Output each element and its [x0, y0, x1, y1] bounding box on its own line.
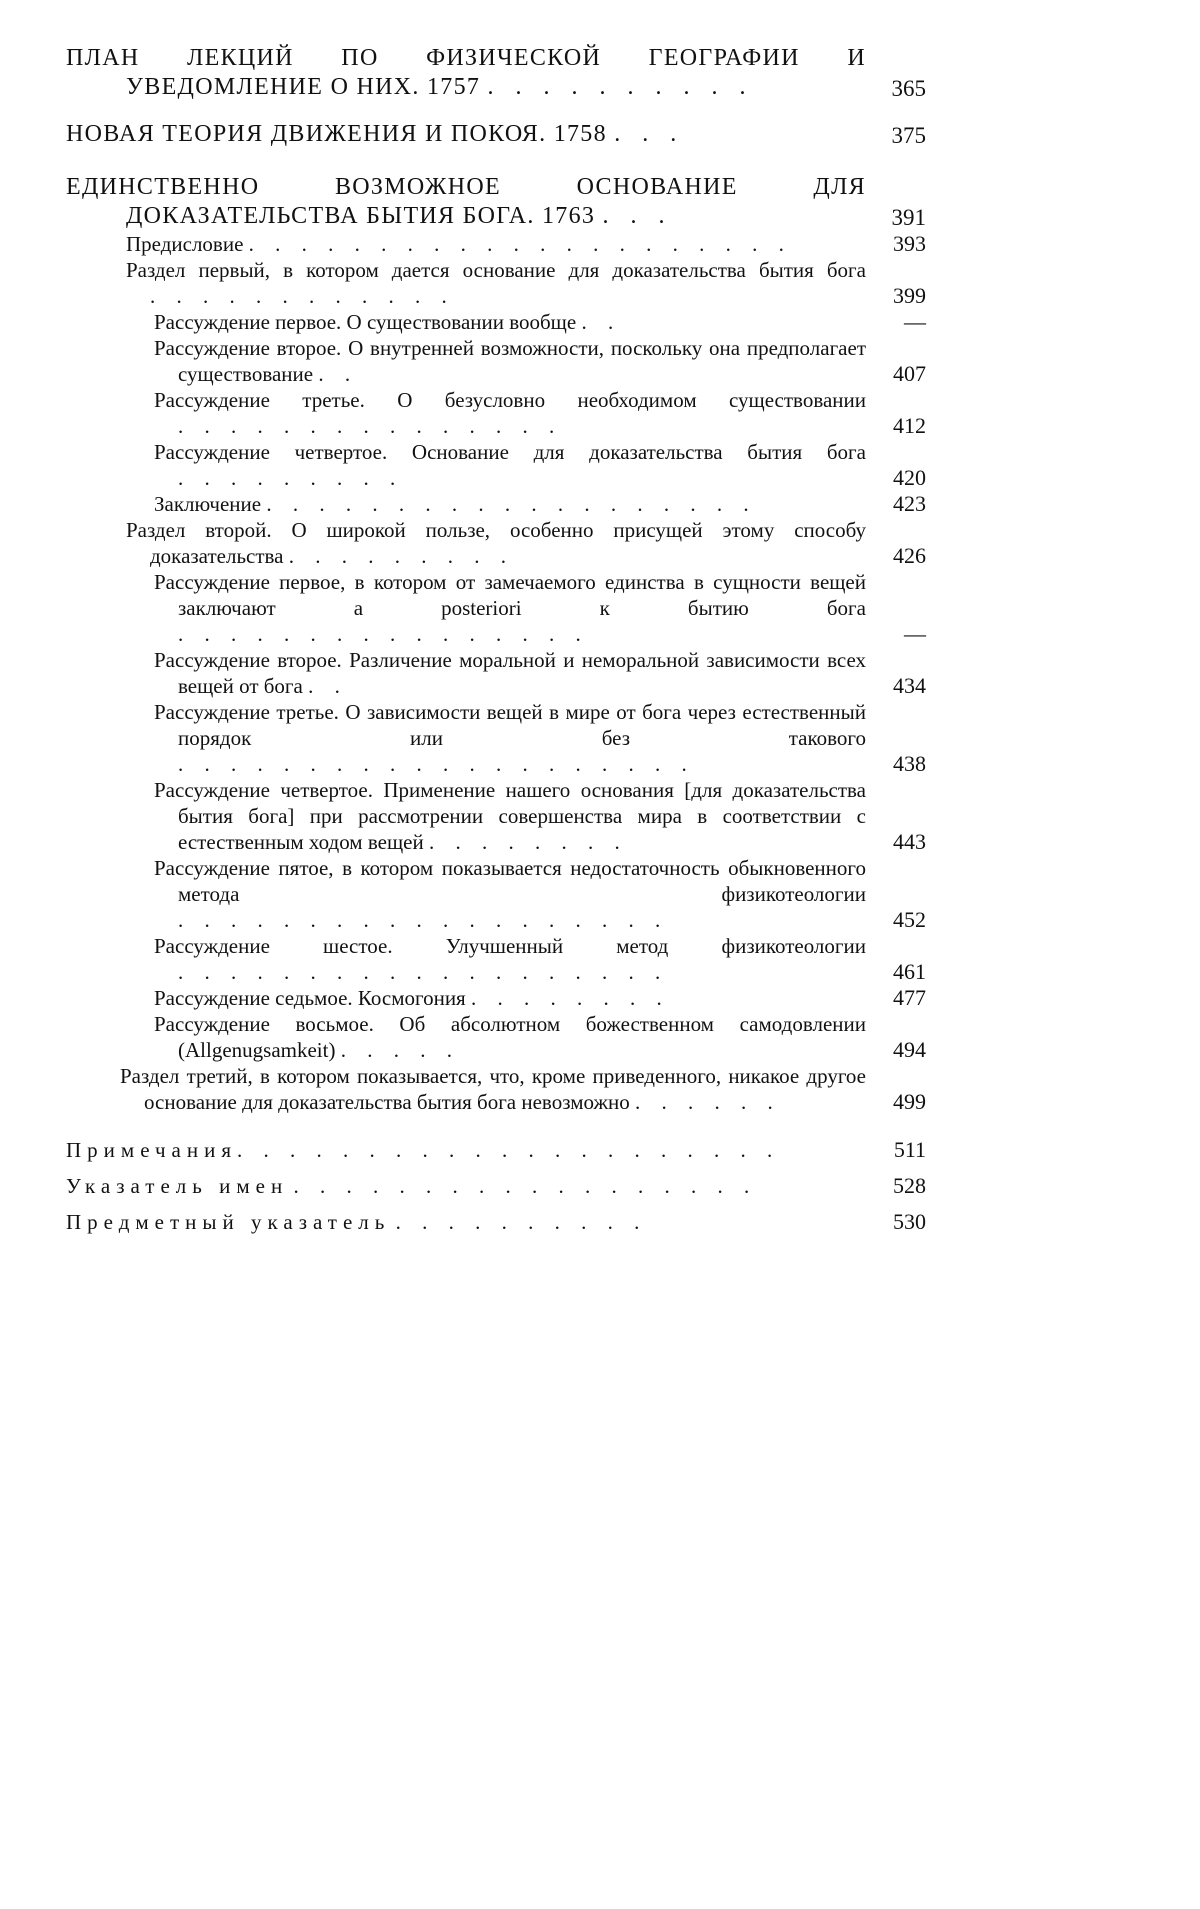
- page-number: 528: [893, 1173, 926, 1198]
- toc-entry: [66, 1137, 926, 1163]
- toc-entry: [66, 309, 926, 335]
- toc-entry: [66, 1209, 926, 1235]
- dot-leader: . .: [581, 310, 622, 334]
- dot-leader: . . .: [614, 121, 685, 147]
- toc-entry: [66, 439, 926, 491]
- toc-entry: [66, 120, 926, 149]
- toc-entry: [66, 173, 926, 231]
- page-number: —: [904, 621, 926, 646]
- entry-title: Предметный указатель: [66, 1210, 391, 1234]
- toc-entry: [66, 1173, 926, 1199]
- toc-entry: [66, 1063, 926, 1115]
- page-number: 438: [893, 751, 926, 776]
- entry-title: НОВАЯ ТЕОРИЯ ДВИЖЕНИЯ И ПОКОЯ. 1758: [66, 121, 607, 147]
- toc-entry: [66, 335, 926, 387]
- page-number: 477: [893, 985, 926, 1010]
- page-number: 423: [893, 491, 926, 516]
- toc-entry: [66, 569, 926, 647]
- toc-entry: [66, 647, 926, 699]
- entry-title: Рассуждение третье. О зависимости вещей в мире от бога через естественный порядок или без такового: [154, 700, 866, 750]
- entry-title: ПЛАН ЛЕКЦИЙ ПО ФИЗИЧЕСКОЙ ГЕОГРАФИИ И УВЕДОМЛЕНИЕ О НИХ. 1757: [66, 45, 866, 100]
- toc-entry: [66, 387, 926, 439]
- page-number: 412: [893, 413, 926, 438]
- entry-title: Рассуждение второе. Различение моральной и неморальной зависимости всех вещей от бога: [154, 648, 866, 698]
- page-number: —: [904, 309, 926, 334]
- entry-title: ЕДИНСТВЕННО ВОЗМОЖНОЕ ОСНОВАНИЕ ДЛЯ ДОКАЗАТЕЛЬСТВА БЫТИЯ БОГА. 1763: [66, 174, 866, 229]
- dot-leader: . . . . . . . . . . . . . . . . . . .: [178, 960, 669, 984]
- dot-leader: . . . . . . . . . . . . . . . . . . . . .: [237, 1138, 781, 1162]
- toc-entry: [66, 1011, 926, 1063]
- dot-leader: . . . . . .: [634, 1090, 781, 1114]
- entry-title: Заключение: [154, 492, 262, 516]
- toc-entry: [66, 933, 926, 985]
- entry-title: Рассуждение четвертое. Применение нашего основания [для доказательства бытия бога] при рассмотрении совершенства мира в соответствии с естественным ходом вещей: [154, 778, 866, 854]
- page-number: 375: [891, 123, 926, 148]
- entry-title: Раздел первый, в котором дается основание для доказательства бытия бога: [126, 258, 866, 282]
- page-number: 420: [893, 465, 926, 490]
- page-number: 365: [891, 76, 926, 101]
- page-number: 511: [893, 1137, 926, 1162]
- toc-entry: [66, 985, 926, 1011]
- dot-leader: . . . . . . . . . . . . . . . . . .: [293, 1174, 758, 1198]
- page-number: 434: [893, 673, 926, 698]
- dot-leader: . .: [318, 362, 359, 386]
- entry-title: Предисловие: [126, 232, 244, 256]
- page-number: 461: [893, 959, 926, 984]
- table-of-contents: [66, 44, 926, 1235]
- dot-leader: . . . . . . . . . . . . . . . . . . . . .: [248, 232, 792, 256]
- entry-title: Раздел третий, в котором показывается, что, кроме приведенного, никакое другое основание для доказательства бытия бога невозможно: [120, 1064, 866, 1114]
- dot-leader: . . . . . . . . .: [178, 466, 404, 490]
- dot-leader: . . . . . . . .: [470, 986, 670, 1010]
- dot-leader: . . . . . . . . . . . . . . .: [178, 414, 563, 438]
- page-number: 494: [893, 1037, 926, 1062]
- entry-title: Рассуждение пятое, в котором показывается недостаточность обыкновенного метода физикотеологии: [154, 856, 866, 906]
- entry-title: Рассуждение первое. О существовании вообще: [154, 310, 577, 334]
- dot-leader: . . . . . . . .: [428, 830, 628, 854]
- page-number: 426: [893, 543, 926, 568]
- page-number: 407: [893, 361, 926, 386]
- toc-entry: [66, 231, 926, 257]
- entry-title: Рассуждение четвертое. Основание для доказательства бытия бога: [154, 440, 866, 464]
- toc-entry: [66, 777, 926, 855]
- entry-title: Рассуждение первое, в котором от замечаемого единства в сущности вещей заключают a posteriori к бытию бога: [154, 570, 866, 620]
- dot-leader: . . . . . . . . . . . . . . . . . . .: [266, 492, 757, 516]
- toc-entry: [66, 699, 926, 777]
- dot-leader: . .: [308, 674, 348, 698]
- dot-leader: . . . . . . . . . .: [395, 1210, 648, 1234]
- dot-leader: . . . . . . . . .: [288, 544, 514, 568]
- page-number: 452: [893, 907, 926, 932]
- dot-leader: . . . . . . . . . . . . . . . . . . . .: [178, 752, 695, 776]
- entry-title: Рассуждение шестое. Улучшенный метод физикотеологии: [154, 934, 866, 958]
- toc-entry: [66, 257, 926, 309]
- toc-entry: [66, 517, 926, 569]
- page-number: 443: [893, 829, 926, 854]
- page-number: 391: [891, 205, 926, 230]
- dot-leader: . . .: [602, 203, 673, 229]
- dot-leader: . . . . . . . . . . . .: [150, 284, 455, 308]
- dot-leader: . . . . . . . . . .: [487, 74, 754, 100]
- entry-title: Рассуждение второе. О внутренней возможности, поскольку она предполагает существование: [154, 336, 866, 386]
- toc-entry: [66, 855, 926, 933]
- toc-entry: [66, 491, 926, 517]
- entry-title: Рассуждение третье. О безусловно необходимом существовании: [154, 388, 866, 412]
- page-number: 399: [893, 283, 926, 308]
- entry-title: Рассуждение восьмое. Об абсолютном божественном самодовлении (Allgenugsamkeit): [154, 1012, 866, 1062]
- entry-title: Рассуждение седьмое. Космогония: [154, 986, 466, 1010]
- page-number: 530: [893, 1209, 926, 1234]
- dot-leader: . . . . . . . . . . . . . . . . . . .: [178, 908, 669, 932]
- dot-leader: . . . . .: [340, 1038, 460, 1062]
- entry-title: Примечания: [66, 1138, 238, 1162]
- dot-leader: . . . . . . . . . . . . . . . .: [178, 622, 589, 646]
- toc-entry: [66, 44, 926, 102]
- page-number: 499: [893, 1089, 926, 1114]
- entry-title: Раздел второй. О широкой пользе, особенно присущей этому способу доказательства: [126, 518, 866, 568]
- entry-title: Указатель имен: [66, 1174, 289, 1198]
- page-number: 393: [893, 231, 926, 256]
